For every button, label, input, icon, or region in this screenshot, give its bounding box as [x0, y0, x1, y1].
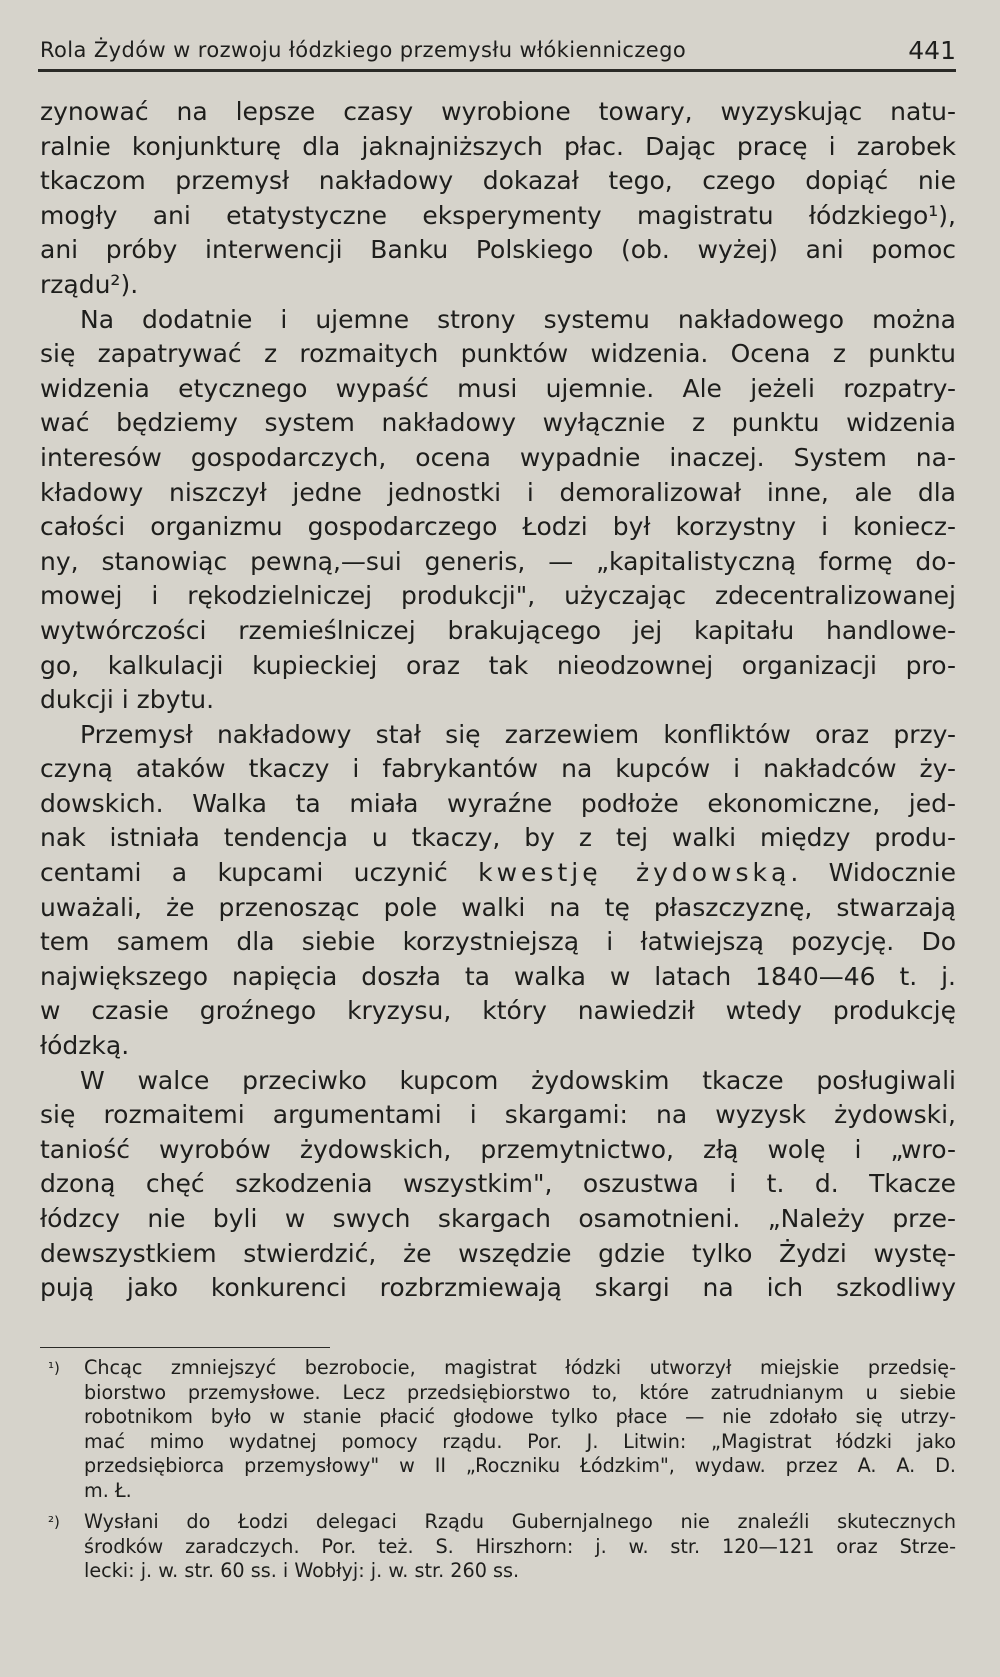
footnote-line: m. Ł.: [84, 1478, 132, 1502]
emphasized-phrase: kwestję żydowską: [478, 858, 791, 888]
text-line: całości organizmu gospodarczego Łodzi był korzystny i koniecz-: [40, 512, 956, 542]
text-line: łódzką.: [40, 1031, 130, 1061]
footnote-rule: [40, 1347, 330, 1348]
main-text: [40, 95, 956, 1306]
text-line: dukcji i zbytu.: [40, 685, 215, 715]
footnote-line: mać mimo wydatnej pomocy rządu. Por. J. Litwin: „Magistrat łódzki jako: [84, 1429, 956, 1453]
footnote-mark: ¹): [48, 1359, 60, 1377]
text-line: największego napięcia doszła ta walka w latach 1840—46 t. j.: [40, 961, 956, 991]
text-line: go, kalkulacji kupieckiej oraz tak nieodzownej organizacji pro-: [40, 650, 956, 680]
running-title: Rola Żydów w rozwoju łódzkiego przemysłu włókienniczego: [40, 38, 687, 62]
text-line-composite: [40, 856, 956, 891]
text-line: dzoną chęć szkodzenia wszystkim", oszustwa i t. d. Tkacze: [40, 1169, 956, 1199]
text-line: się zapatrywać z rozmaitych punktów widzenia. Ocena z punktu: [40, 339, 956, 369]
text-line: rządu²).: [40, 269, 139, 299]
text-line: tkaczom przemysł nakładowy dokazał tego, czego dopiąć nie: [40, 166, 956, 196]
text-line: ny, stanowiąc pewną,—sui generis, — „kapitalistyczną formę do-: [40, 546, 956, 576]
text-line: w czasie groźnego kryzysu, który nawiedził wtedy produkcję: [40, 996, 956, 1026]
text-segment: . Widocznie: [790, 858, 956, 888]
text-line: kładowy niszczył jedne jednostki i demoralizował inne, ale dla: [40, 477, 956, 507]
text-line: interesów gospodarczych, ocena wypadnie inaczej. System na-: [40, 442, 956, 472]
text-line: się rozmaitemi argumentami i skargami: na wyzysk żydowski,: [40, 1100, 956, 1130]
footnote-mark: ²): [48, 1513, 60, 1531]
footnotes: [40, 1356, 956, 1591]
text-line: uważali, że przenosząc pole walki na tę płaszczyznę, stwarzają: [40, 892, 956, 922]
footnote-line: Wysłani do Łodzi delegaci Rządu Gubernjalnego nie znaleźli skutecznych: [84, 1510, 956, 1533]
running-header: [40, 36, 956, 66]
footnote-line: lecki: j. w. str. 60 ss. i Wobłyj: j. w. str. 260 ss.: [84, 1559, 520, 1582]
text-line: pują jako konkurenci rozbrzmiewają skargi na ich szkodliwy: [40, 1273, 956, 1303]
text-line: Na dodatnie i ujemne strony systemu nakładowego można: [80, 304, 956, 334]
text-line: dowskich. Walka ta miała wyraźne podłoże ekonomiczne, jed-: [40, 788, 956, 818]
text-line: mowej i rękodzielniczej produkcji", użyczając zdecentralizowanej: [40, 581, 956, 611]
page-number: 441: [908, 36, 956, 65]
text-line: łódzcy nie byli w swych skargach osamotnieni. „Należy prze-: [40, 1204, 956, 1233]
header-rule: [38, 69, 956, 72]
text-line: Przemysł nakładowy stał się zarzewiem konfliktów oraz przy-: [80, 719, 956, 749]
text-line: wać będziemy system nakładowy wyłącznie z punktu widzenia: [40, 408, 956, 438]
text-segment: centami a kupcami uczynić: [40, 858, 448, 888]
footnote-line: biorstwo przemysłowe. Lecz przedsiębiorstwo to, które zatrudnianym u siebie: [84, 1380, 956, 1404]
text-line: dewszystkiem stwierdzić, że wszędzie gdzie tylko Żydzi wystę-: [40, 1238, 956, 1268]
footnote-line: Chcąc zmniejszyć bezrobocie, magistrat łódzki utworzył miejskie przedsię-: [84, 1356, 956, 1379]
text-line: taniość wyrobów żydowskich, przemytnictwo, złą wolę i „wro-: [40, 1134, 956, 1164]
text-line: zynować na lepsze czasy wyrobione towary, wyzyskując natu-: [40, 97, 956, 126]
text-line: ralnie konjunkturę dla jaknajniższych płac. Dając pracę i zarobek: [40, 131, 956, 161]
footnote-line: robotnikom było w stanie płacić głodowe tylko płace — nie zdołało się utrzy-: [84, 1405, 956, 1428]
footnote-line: środków zaradczych. Por. też. S. Hirszhorn: j. w. str. 120—121 oraz Strze-: [84, 1534, 956, 1558]
text-line: mogły ani etatystyczne eksperymenty magistratu łódzkiego¹),: [40, 200, 956, 230]
text-line: widzenia etycznego wypaść musi ujemnie. Ale jeżeli rozpatry-: [40, 373, 956, 403]
footnote-2: [40, 1510, 956, 1584]
text-line: nak istniała tendencja u tkaczy, by z tej walki między produ-: [40, 823, 956, 853]
footnote-line: przedsiębiorca przemysłowy" w II „Roczniku Łódzkim", wydaw. przez A. A. D.: [84, 1454, 956, 1477]
text-line: wytwórczości rzemieślniczej brakującego jej kapitału handlowe-: [40, 615, 956, 645]
text-line: czyną ataków tkaczy i fabrykantów na kupców i nakładców ży-: [40, 754, 956, 784]
text-line: ani próby interwencji Banku Polskiego (ob. wyżej) ani pomoc: [40, 235, 956, 265]
footnote-1: [40, 1356, 956, 1503]
text-line: tem samem dla siebie korzystniejszą i łatwiejszą pozycję. Do: [40, 927, 956, 957]
text-line: W walce przeciwko kupcom żydowskim tkacze posługiwali: [80, 1065, 956, 1095]
